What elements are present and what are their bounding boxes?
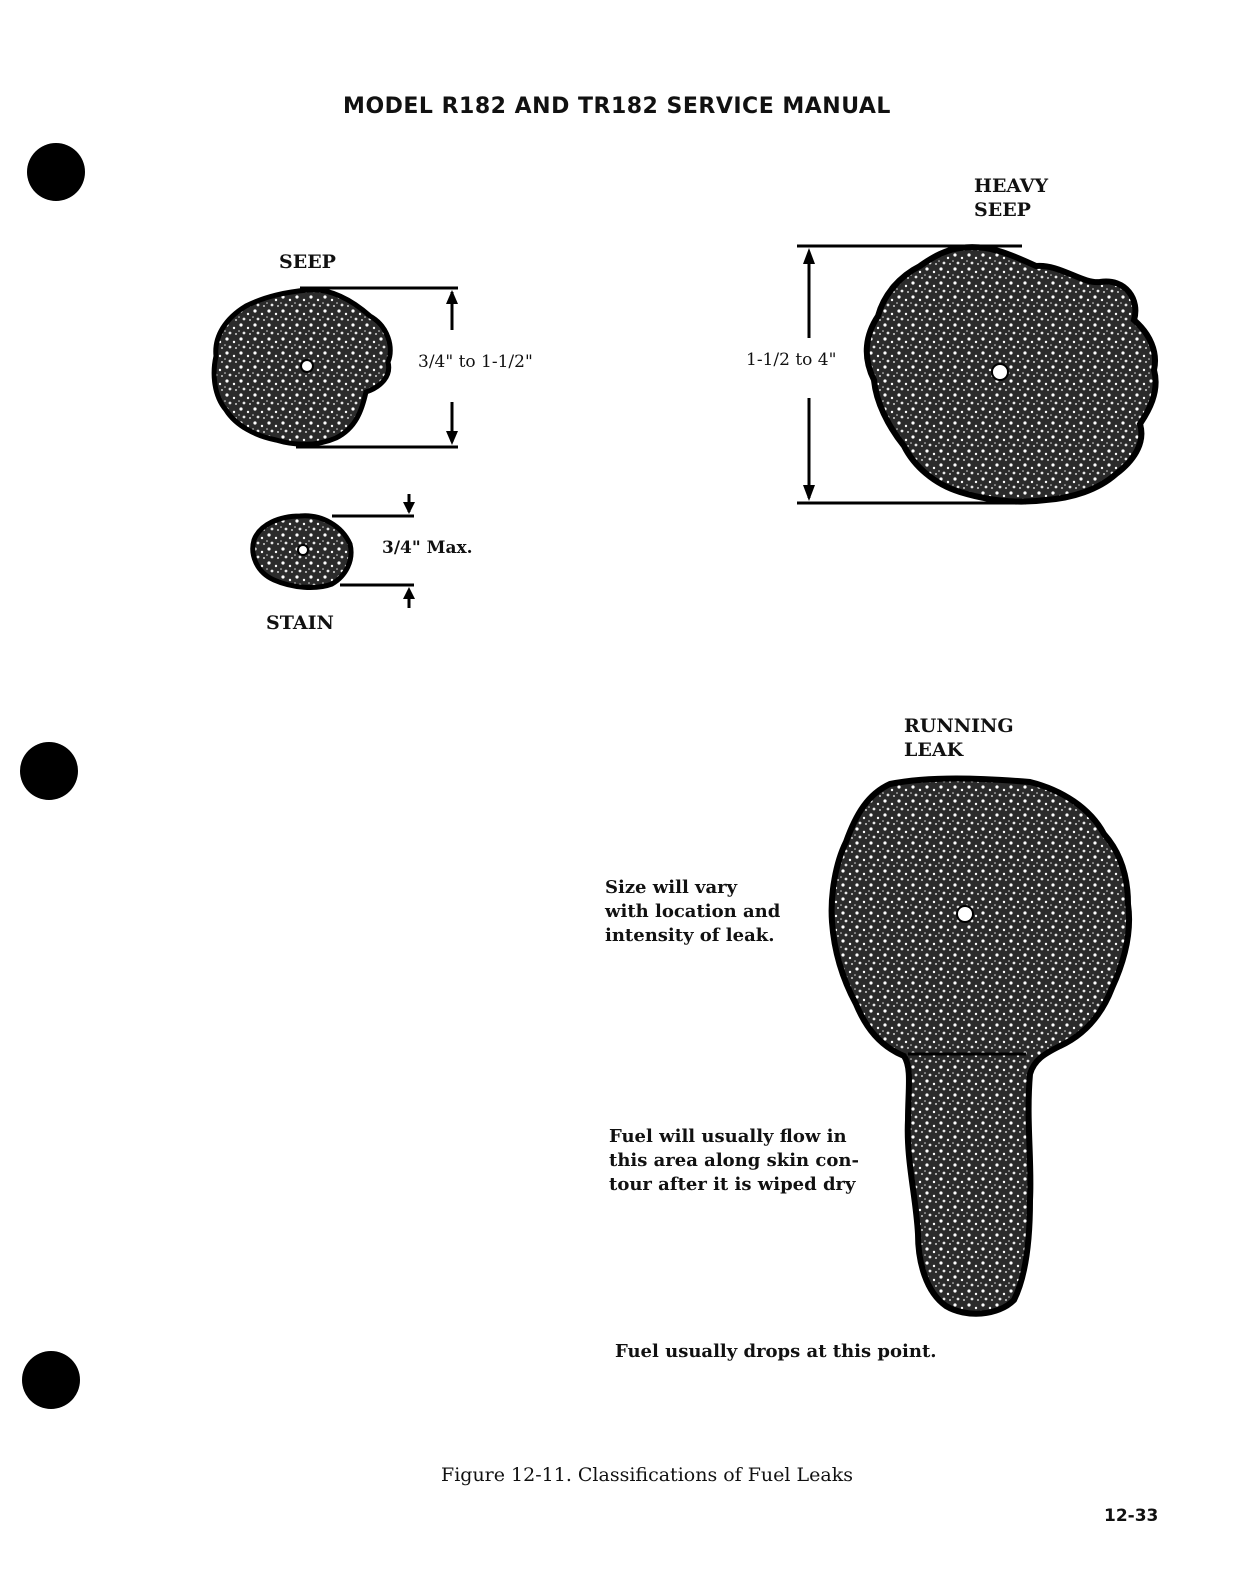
running-leak-blob — [832, 779, 1129, 1314]
stain-blob — [253, 516, 351, 588]
running-leak-label — [904, 714, 1014, 762]
heavy-seep-dimension-text: 1-1/2 to 4" — [746, 350, 837, 370]
flow-note-line: this area along skin con- — [609, 1150, 859, 1171]
page-number: 12-33 — [1104, 1506, 1159, 1526]
size-note — [605, 876, 780, 948]
size-note-line: with location and — [605, 901, 781, 922]
stain-label: STAIN — [266, 612, 334, 634]
heavy-seep-label — [974, 174, 1048, 222]
stain-dimension-text: 3/4" Max. — [382, 538, 473, 558]
seep-label: SEEP — [279, 251, 336, 273]
size-note-line: intensity of leak. — [605, 925, 775, 946]
size-note-line: Size will vary — [605, 877, 738, 898]
flow-note-line: Fuel will usually flow in — [609, 1126, 847, 1147]
seep-blob — [214, 290, 390, 444]
flow-note — [609, 1125, 859, 1197]
heavy-seep-label-line1: HEAVY — [974, 175, 1049, 197]
heavy-seep-blob — [867, 247, 1156, 501]
flow-note-line: tour after it is wiped dry — [609, 1174, 856, 1195]
running-leak-label-line2: LEAK — [904, 739, 964, 761]
running-leak-label-line1: RUNNING — [904, 715, 1014, 737]
figure-caption: Figure 12-11. Classifications of Fuel Leaks — [441, 1464, 853, 1486]
drop-note: Fuel usually drops at this point. — [615, 1341, 937, 1362]
heavy-seep-label-line2: SEEP — [974, 199, 1031, 221]
page-header: MODEL R182 AND TR182 SERVICE MANUAL — [343, 94, 891, 119]
seep-dimension-text: 3/4" to 1-1/2" — [418, 352, 533, 372]
